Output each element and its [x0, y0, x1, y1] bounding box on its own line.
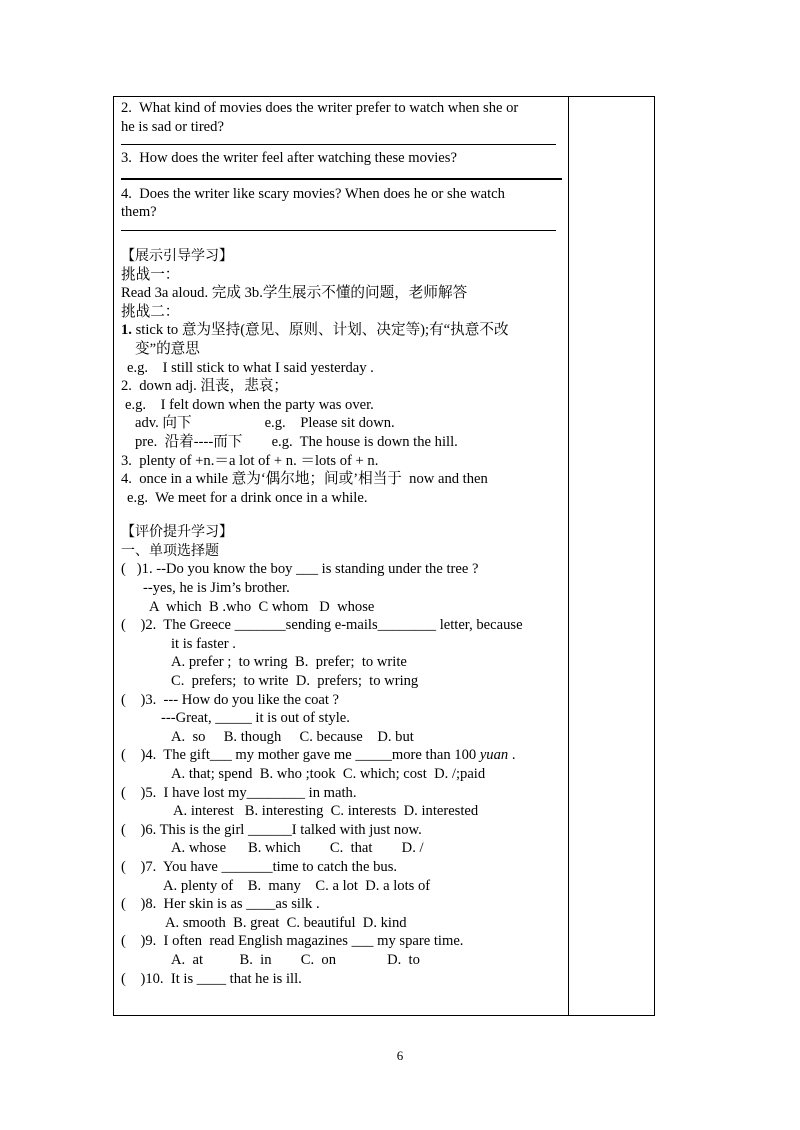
mc-question-7-options: A. plenty of B. many C. a lot D. a lots of: [163, 877, 431, 894]
mc-question-1-reply: --yes, he is Jim’s brother.: [143, 580, 290, 597]
question-3: 3. How does the writer feel after watching these movies?: [121, 150, 457, 167]
mc-question-6-options: A. whose B. which C. that D. /: [171, 840, 424, 857]
mc-question-6: ( )6. This is the girl ______I talked with just now.: [121, 821, 422, 838]
eval-section-heading: 【评价提升学习】: [121, 524, 233, 541]
yuan-italic: yuan: [479, 747, 509, 764]
mc-question-10: ( )10. It is ____ that he is ill.: [121, 970, 302, 987]
mc-question-2: ( )2. The Greece _______sending e-mails________ letter, because: [121, 617, 523, 634]
item-1-line1: [121, 321, 562, 340]
question-2-line2: he is sad or tired?: [121, 118, 224, 135]
mc-question-3-reply: ---Great, _____ it is out of style.: [161, 710, 350, 727]
challenge-1-title: 挑战一：: [121, 266, 180, 283]
mc-question-2-options-1: A. prefer ; to wring B. prefer; to write: [171, 654, 407, 671]
mc-question-1-options: A which B .who C whom D whose: [149, 598, 375, 615]
item-1-number: 1.: [121, 322, 132, 339]
item-1-text: stick to 意为坚持(意见、原则、计划、决定等);有“执意不改: [131, 322, 509, 339]
item-2-preposition: pre. 沿着----而下 e.g. The house is down the hill.: [135, 433, 458, 450]
item-2-example: e.g. I felt down when the party was over.: [125, 396, 374, 413]
worksheet-content: [121, 99, 562, 988]
mc-question-7: ( )7. You have _______time to catch the bus.: [121, 858, 398, 875]
question-2-line1: 2. What kind of movies does the writer prefer to watch when she or: [121, 100, 519, 116]
display-section-heading: 【展示引导学习】: [121, 247, 233, 264]
item-4: 4. once in a while 意为‘偶尔地；间或’相当于 now and then: [121, 471, 488, 488]
mc-question-5-options: A. interest B. interesting C. interests D. interested: [173, 803, 479, 820]
item-4-example: e.g. We meet for a drink once in a while.: [127, 489, 368, 506]
mc-question-2-cont: it is faster .: [171, 635, 236, 652]
mc-question-2-options-2: C. prefers; to write D. prefers; to wring: [171, 673, 419, 690]
eval-subheading: 一、单项选择题: [121, 542, 219, 559]
challenge-2-title: 挑战二：: [121, 303, 180, 320]
mc-question-8: ( )8. Her skin is as ____as silk .: [121, 896, 320, 913]
question-4-line1: 4. Does the writer like scary movies? When does he or she watch: [121, 185, 505, 202]
answer-line-3[interactable]: [121, 168, 562, 180]
mc-question-4: ( )4. The gift___ my mother gave me _____more than 100 yuan .: [121, 747, 516, 764]
answer-line-4[interactable]: [121, 222, 556, 231]
item-1-example: e.g. I still stick to what I said yesterday .: [127, 359, 374, 376]
mc-question-9-options: A. at B. in C. on D. to: [171, 951, 420, 968]
mc-question-8-options: A. smooth B. great C. beautiful D. kind: [165, 914, 407, 931]
mc-question-4-options: A. that; spend B. who ;took C. which; cost D. /;paid: [171, 766, 486, 782]
mc-question-1: ( )1. --Do you know the boy ___ is standing under the tree ?: [121, 561, 479, 578]
item-2-line1: 2. down adj. 沮丧，悲哀；: [121, 378, 289, 395]
item-3: 3. plenty of +n.＝a lot of + n. ＝lots of + n.: [121, 452, 379, 469]
item-1-line2: 变”的意思: [135, 340, 200, 357]
mc-question-3: ( )3. --- How do you like the coat ?: [121, 691, 340, 708]
table-column-divider: [568, 96, 569, 1016]
answer-line-2[interactable]: [121, 136, 556, 145]
item-2-adverb: adv. 向下 e.g. Please sit down.: [135, 415, 395, 432]
mc-question-9: ( )9. I often read English magazines ___ my spare time.: [121, 933, 464, 950]
page-number: 6: [396, 1048, 404, 1063]
mc-question-5: ( )5. I have lost my________ in math.: [121, 784, 357, 801]
challenge-1-text: Read 3a aloud. 完成 3b.学生展示不懂的问题，老师解答: [121, 285, 468, 302]
mc-question-3-options: A. so B. though C. because D. but: [171, 728, 414, 745]
question-4-line2: them?: [121, 204, 157, 221]
